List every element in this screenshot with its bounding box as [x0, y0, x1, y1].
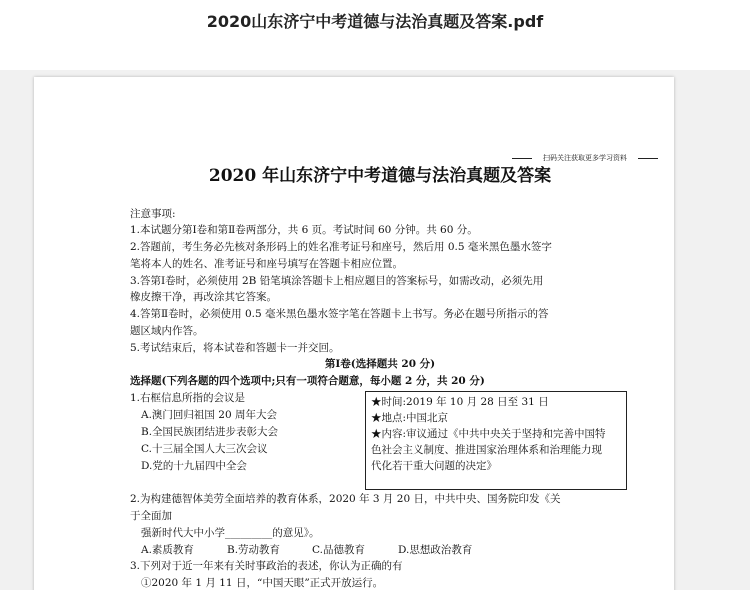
q2-option-b: B.劳动教育 [227, 544, 281, 556]
notes-heading: 注意事项: [130, 208, 176, 220]
q2-stem-line-3: 强新时代大中小学_________的意见》。 [141, 527, 320, 539]
q1-box-content-3: 代化若干重大问题的决定》 [371, 460, 497, 472]
viewer-header [0, 0, 750, 70]
q2-stem-line-1: 2.为构建德智体美劳全面培养的教育体系，2020 年 3 月 20 日，中共中央、国务院印发《关 [130, 493, 561, 505]
note-2-line-1: 2.答题前，考生务必先核对条形码上的姓名准考证号和座号，然后用 0.5 毫米黑色墨水签字 [130, 241, 552, 253]
q1-option-d: D.党的十九届四中全会 [141, 460, 247, 472]
note-1: 1.本试题分第Ⅰ卷和第Ⅱ卷两部分，共 6 页。考试时间 60 分钟。共 60 分。 [130, 224, 478, 236]
q1-box-place: ★地点:中国北京 [371, 412, 449, 424]
note-5: 5.考试结束后，将本试卷和答题卡一并交回。 [130, 342, 340, 354]
note-3-line-2: 橡皮擦干净，再改涂其它答案。 [130, 291, 277, 303]
q1-box-time: ★时间:2019 年 10 月 28 日至 31 日 [371, 396, 549, 408]
scan-note-text: 扫码关注获取更多学习资料 [543, 154, 627, 162]
part-1-heading: 第Ⅰ卷(选择题共 20 分) [324, 358, 436, 370]
q1-stem: 1.右框信息所指的会议是 [130, 392, 246, 404]
q1-box-content-2: 色社会主义制度、推进国家治理体系和治理能力现 [371, 444, 602, 456]
q2-stem-line-2: 于全面加 [130, 510, 172, 522]
q3-item-1: ①2020 年 1 月 11 日，“中国天眼”正式开放运行。 [141, 577, 384, 589]
q1-info-box [365, 391, 627, 490]
section-heading: 选择题(下列各题的四个选项中;只有一项符合题意，每小题 2 分，共 20 分) [130, 375, 485, 387]
file-title: 2020山东济宁中考道德与法治真题及答案.pdf [206, 12, 544, 31]
note-4-line-1: 4.答第Ⅱ卷时，必须使用 0.5 毫米黑色墨水签字笔在答题卡上书写。务必在题号所指示的答 [130, 308, 549, 320]
note-4-line-2: 题区域内作答。 [130, 325, 204, 337]
q3-stem: 3.下列对于近一年来有关时事政治的表述，你认为正确的有 [130, 560, 403, 572]
q1-option-c: C.十三届全国人大三次会议 [141, 443, 268, 455]
note-3-line-1: 3.答第Ⅰ卷时，必须使用 2B 铅笔填涂答题卡上相应题目的答案标号，如需改动，必须先用 [130, 275, 544, 287]
q1-box-content-1: ★内容:审议通过《中共中央关于坚持和完善中国特 [371, 428, 606, 440]
scan-note-rule-left [512, 158, 532, 159]
q2-option-c: C.品德教育 [312, 544, 365, 556]
scan-note-rule-right [638, 158, 658, 159]
q2-option-a: A.素质教育 [141, 544, 194, 556]
q2-option-d: D.思想政治教育 [398, 544, 473, 556]
note-2-line-2: 笔将本人的姓名、准考证号和座号填写在答题卡相应位置。 [130, 258, 403, 270]
document-title: 2020 年山东济宁中考道德与法治真题及答案 [208, 166, 552, 186]
q1-option-a: A.澳门回归祖国 20 周年大会 [141, 409, 277, 421]
q1-option-b: B.全国民族团结进步表彰大会 [141, 426, 279, 438]
